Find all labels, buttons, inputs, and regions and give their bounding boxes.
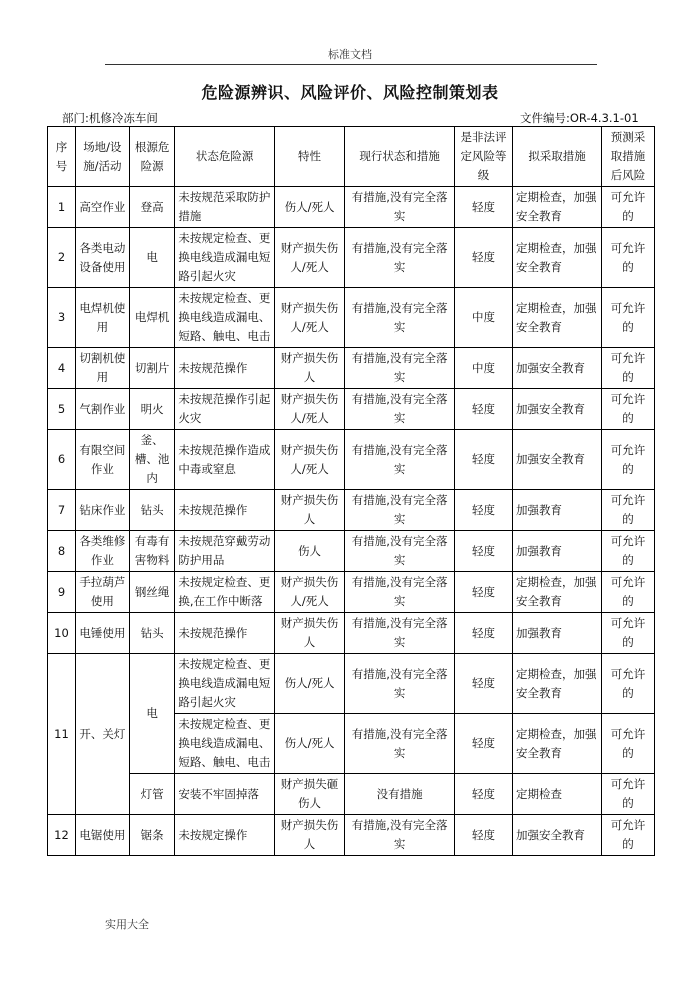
state-source-cell: 安装不牢固掉落 — [175, 774, 274, 815]
planned-measures-cell: 加强教育 — [513, 490, 602, 531]
property-cell: 财产损失伤人 — [274, 613, 344, 654]
root-source-cell: 灯管 — [129, 774, 175, 815]
table-row — [48, 490, 655, 531]
row-number-cell: 5 — [48, 389, 76, 430]
col-header-measures: 现行状态和措施 — [345, 127, 455, 187]
predicted-risk-cell: 可允许的 — [602, 348, 655, 389]
predicted-risk-cell: 可允许的 — [602, 815, 655, 856]
predicted-risk-cell: 可允许的 — [602, 654, 655, 714]
predicted-risk-cell: 可允许的 — [602, 389, 655, 430]
file-number-label: 文件编号:OR-4.3.1-01 — [520, 111, 639, 125]
table-row — [48, 430, 655, 490]
current-measures-cell: 有措施,没有完全落实 — [345, 490, 455, 531]
planned-measures-cell: 加强安全教育 — [513, 348, 602, 389]
risk-level-cell: 轻度 — [455, 228, 513, 288]
risk-level-cell: 轻度 — [455, 613, 513, 654]
planned-measures-cell: 定期检查，加强安全教育 — [513, 187, 602, 228]
header-divider — [105, 64, 597, 65]
property-cell: 财产损失伤人/死人 — [274, 430, 344, 490]
property-cell: 伤人/死人 — [274, 654, 344, 714]
root-source-cell: 切割片 — [129, 348, 175, 389]
risk-level-cell: 轻度 — [455, 430, 513, 490]
current-measures-cell: 有措施,没有完全落实 — [345, 430, 455, 490]
state-source-cell: 未按规定检查、更换,在工作中断落 — [175, 572, 274, 613]
planned-measures-cell: 定期检查，加强安全教育 — [513, 228, 602, 288]
predicted-risk-cell: 可允许的 — [602, 430, 655, 490]
state-source-cell: 未按规定操作 — [175, 815, 274, 856]
state-source-cell: 未按规定检查、更换电线造成漏电短路引起火灾 — [175, 228, 274, 288]
row-number-cell: 4 — [48, 348, 76, 389]
row-number-cell: 2 — [48, 228, 76, 288]
table-row — [48, 774, 655, 815]
risk-level-cell: 中度 — [455, 348, 513, 389]
row-number-cell: 1 — [48, 187, 76, 228]
planned-measures-cell: 加强安全教育 — [513, 815, 602, 856]
page-title: 危险源辨识、风险评价、风险控制策划表 — [201, 83, 499, 102]
risk-level-cell: 轻度 — [455, 774, 513, 815]
site-cell: 钻床作业 — [75, 490, 129, 531]
department-label: 部门:机修冷冻车间 — [62, 111, 158, 125]
root-source-cell: 锯条 — [129, 815, 175, 856]
document-footer-label: 实用大全 — [105, 918, 149, 931]
table-row — [48, 228, 655, 288]
row-number-cell: 7 — [48, 490, 76, 531]
table-row — [48, 531, 655, 572]
state-source-cell: 未按规范操作 — [175, 613, 274, 654]
row-number-cell: 11 — [48, 654, 76, 815]
col-header-state: 状态危险源 — [175, 127, 274, 187]
col-header-site: 场地/设施/活动 — [75, 127, 129, 187]
risk-assessment-table — [47, 126, 655, 856]
property-cell: 财产损失伤人 — [274, 490, 344, 531]
property-cell: 财产损失砸伤人 — [274, 774, 344, 815]
row-number-cell: 12 — [48, 815, 76, 856]
planned-measures-cell: 加强安全教育 — [513, 430, 602, 490]
site-cell: 切割机使用 — [75, 348, 129, 389]
property-cell: 伤人/死人 — [274, 714, 344, 774]
site-cell: 有限空间作业 — [75, 430, 129, 490]
planned-measures-cell: 定期检查，加强安全教育 — [513, 572, 602, 613]
table-row — [48, 348, 655, 389]
current-measures-cell: 有措施,没有完全落实 — [345, 288, 455, 348]
root-source-cell: 电 — [129, 228, 175, 288]
state-source-cell: 未按规范操作造成中毒或窒息 — [175, 430, 274, 490]
predicted-risk-cell: 可允许的 — [602, 531, 655, 572]
root-source-cell: 钢丝绳 — [129, 572, 175, 613]
root-source-cell: 明火 — [129, 389, 175, 430]
row-number-cell: 10 — [48, 613, 76, 654]
current-measures-cell: 有措施,没有完全落实 — [345, 613, 455, 654]
risk-level-cell: 轻度 — [455, 490, 513, 531]
property-cell: 财产损失伤人/死人 — [274, 572, 344, 613]
planned-measures-cell: 定期检查，加强安全教育 — [513, 288, 602, 348]
planned-measures-cell: 加强教育 — [513, 531, 602, 572]
table-row — [48, 288, 655, 348]
current-measures-cell: 有措施,没有完全落实 — [345, 572, 455, 613]
table-row — [48, 187, 655, 228]
site-cell: 电锯使用 — [75, 815, 129, 856]
property-cell: 财产损失伤人 — [274, 815, 344, 856]
planned-measures-cell: 定期检查，加强安全教育 — [513, 714, 602, 774]
risk-level-cell: 中度 — [455, 288, 513, 348]
table-body — [48, 187, 655, 856]
state-source-cell: 未按规范操作 — [175, 348, 274, 389]
row-number-cell: 3 — [48, 288, 76, 348]
current-measures-cell: 有措施,没有完全落实 — [345, 187, 455, 228]
risk-level-cell: 轻度 — [455, 187, 513, 228]
state-source-cell: 未按规范穿戴劳动防护用品 — [175, 531, 274, 572]
col-header-planned: 拟采取措施 — [513, 127, 602, 187]
current-measures-cell: 有措施,没有完全落实 — [345, 531, 455, 572]
current-measures-cell: 有措施,没有完全落实 — [345, 714, 455, 774]
planned-measures-cell: 定期检查，加强安全教育 — [513, 654, 602, 714]
planned-measures-cell: 加强教育 — [513, 613, 602, 654]
state-source-cell: 未按规范采取防护措施 — [175, 187, 274, 228]
root-source-cell: 电 — [129, 654, 175, 774]
col-header-level: 是非法评定风险等级 — [455, 127, 513, 187]
row-number-cell: 9 — [48, 572, 76, 613]
root-source-cell: 登高 — [129, 187, 175, 228]
current-measures-cell: 有措施,没有完全落实 — [345, 654, 455, 714]
site-cell: 电锤使用 — [75, 613, 129, 654]
property-cell: 伤人/死人 — [274, 187, 344, 228]
predicted-risk-cell: 可允许的 — [602, 490, 655, 531]
col-header-property: 特性 — [274, 127, 344, 187]
risk-level-cell: 轻度 — [455, 389, 513, 430]
predicted-risk-cell: 可允许的 — [602, 187, 655, 228]
site-cell: 电焊机使用 — [75, 288, 129, 348]
root-source-cell: 釜、槽、池内 — [129, 430, 175, 490]
root-source-cell: 有毒有害物料 — [129, 531, 175, 572]
state-source-cell: 未按规定检查、更换电线造成漏电短路引起火灾 — [175, 654, 274, 714]
risk-level-cell: 轻度 — [455, 572, 513, 613]
property-cell: 伤人 — [274, 531, 344, 572]
col-header-source: 根源危险源 — [129, 127, 175, 187]
planned-measures-cell: 定期检查 — [513, 774, 602, 815]
root-source-cell: 电焊机 — [129, 288, 175, 348]
state-source-cell: 未按规定检查、更换电线造成漏电、短路、触电、电击 — [175, 714, 274, 774]
current-measures-cell: 有措施,没有完全落实 — [345, 348, 455, 389]
table-row — [48, 389, 655, 430]
table-row — [48, 815, 655, 856]
site-cell: 手拉葫芦使用 — [75, 572, 129, 613]
site-cell: 高空作业 — [75, 187, 129, 228]
risk-level-cell: 轻度 — [455, 654, 513, 714]
document-header-label: 标准文档 — [328, 48, 372, 61]
table-row — [48, 572, 655, 613]
predicted-risk-cell: 可允许的 — [602, 288, 655, 348]
root-source-cell: 钻头 — [129, 613, 175, 654]
col-header-predicted: 预测采取措施后风险 — [602, 127, 655, 187]
state-source-cell: 未按规定检查、更换电线造成漏电、短路、触电、电击 — [175, 288, 274, 348]
risk-level-cell: 轻度 — [455, 531, 513, 572]
property-cell: 财产损失伤人 — [274, 348, 344, 389]
predicted-risk-cell: 可允许的 — [602, 714, 655, 774]
col-header-seq: 序号 — [48, 127, 76, 187]
property-cell: 财产损失伤人/死人 — [274, 389, 344, 430]
property-cell: 财产损失伤人/死人 — [274, 288, 344, 348]
row-number-cell: 8 — [48, 531, 76, 572]
property-cell: 财产损失伤人/死人 — [274, 228, 344, 288]
predicted-risk-cell: 可允许的 — [602, 613, 655, 654]
site-cell: 各类维修作业 — [75, 531, 129, 572]
predicted-risk-cell: 可允许的 — [602, 774, 655, 815]
state-source-cell: 未按规范操作 — [175, 490, 274, 531]
risk-level-cell: 轻度 — [455, 714, 513, 774]
current-measures-cell: 有措施,没有完全落实 — [345, 389, 455, 430]
site-cell: 气割作业 — [75, 389, 129, 430]
table-row — [48, 613, 655, 654]
site-cell: 开、关灯 — [75, 654, 129, 815]
current-measures-cell: 没有措施 — [345, 774, 455, 815]
current-measures-cell: 有措施,没有完全落实 — [345, 228, 455, 288]
risk-level-cell: 轻度 — [455, 815, 513, 856]
state-source-cell: 未按规范操作引起火灾 — [175, 389, 274, 430]
predicted-risk-cell: 可允许的 — [602, 572, 655, 613]
site-cell: 各类电动设备使用 — [75, 228, 129, 288]
current-measures-cell: 有措施,没有完全落实 — [345, 815, 455, 856]
table-header-row — [48, 127, 655, 187]
planned-measures-cell: 加强安全教育 — [513, 389, 602, 430]
row-number-cell: 6 — [48, 430, 76, 490]
table-row — [48, 654, 655, 714]
predicted-risk-cell: 可允许的 — [602, 228, 655, 288]
root-source-cell: 钻头 — [129, 490, 175, 531]
